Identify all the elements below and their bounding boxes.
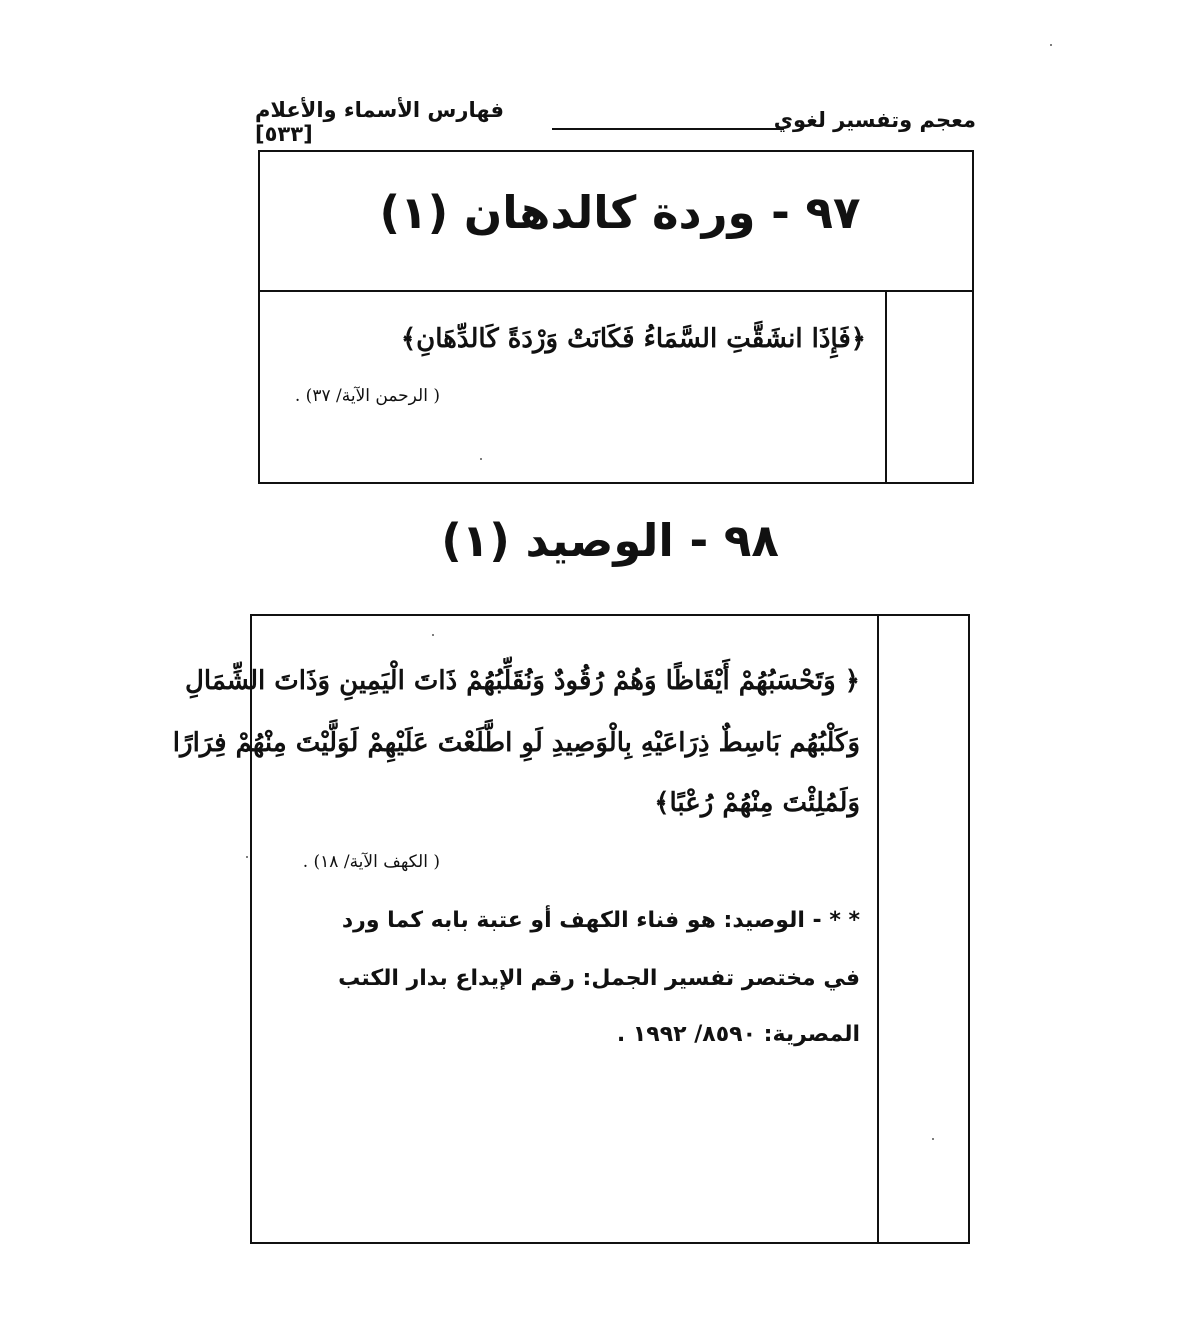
entry-97-title: ٩٧ - وردة كالدهان (١) [379,186,861,239]
entry-97-title-separator [258,290,974,292]
entry-98-verse-line-3: وَلَمُلِئْتَ مِنْهُمْ رُعْبًا﴾ [654,788,860,818]
running-header-section-title: فهارس الأسماء والأعلام [٥٣٣] [255,98,504,146]
entry-98-margin-column [877,614,879,1244]
running-header-book-title: معجم وتفسير لغوي [773,108,976,132]
scan-speck [1050,44,1052,46]
entry-97-citation: ( الرحمن الآية/ ٣٧) . [294,386,440,406]
scan-speck [432,634,434,636]
entry-98-note-line-1: * * - الوصيد: هو فناء الكهف أو عتبة بابه كما ورد [341,908,860,933]
entry-98-title: ٩٨ - الوصيد (١) [441,514,779,567]
scan-speck [932,1138,934,1140]
scan-speck [480,458,482,460]
entry-98-verse-line-2: وَكَلْبُهُم بَاسِطٌ ذِرَاعَيْهِ بِالْوَصِيدِ لَوِ اطَّلَعْتَ عَلَيْهِمْ لَوَلَّيْتَ مِنْهُمْ فِرَارًا [172,728,860,758]
entry-98-citation: ( الكهف الآية/ ١٨) . [302,852,440,872]
entry-97-margin-column [885,290,887,484]
header-rule [552,128,784,130]
entry-98-verse-line-1: ﴿ وَتَحْسَبُهُمْ أَيْقَاظًا وَهُمْ رُقُودٌ وَنُقَلِّبُهُمْ ذَاتَ الْيَمِينِ وَذَاتَ الشِّمَالِ [185,666,860,696]
entry-97-verse: ﴿فَإِذَا انشَقَّتِ السَّمَاءُ فَكَانَتْ وَرْدَةً كَالدِّهَانِ﴾ [400,324,866,354]
scan-speck [246,856,248,858]
entry-98-note-line-2: في مختصر تفسير الجمل: رقم الإيداع بدار الكتب [338,966,860,991]
entry-98-note-line-3: المصرية: ٨٥٩٠/ ١٩٩٢ . [616,1022,860,1047]
